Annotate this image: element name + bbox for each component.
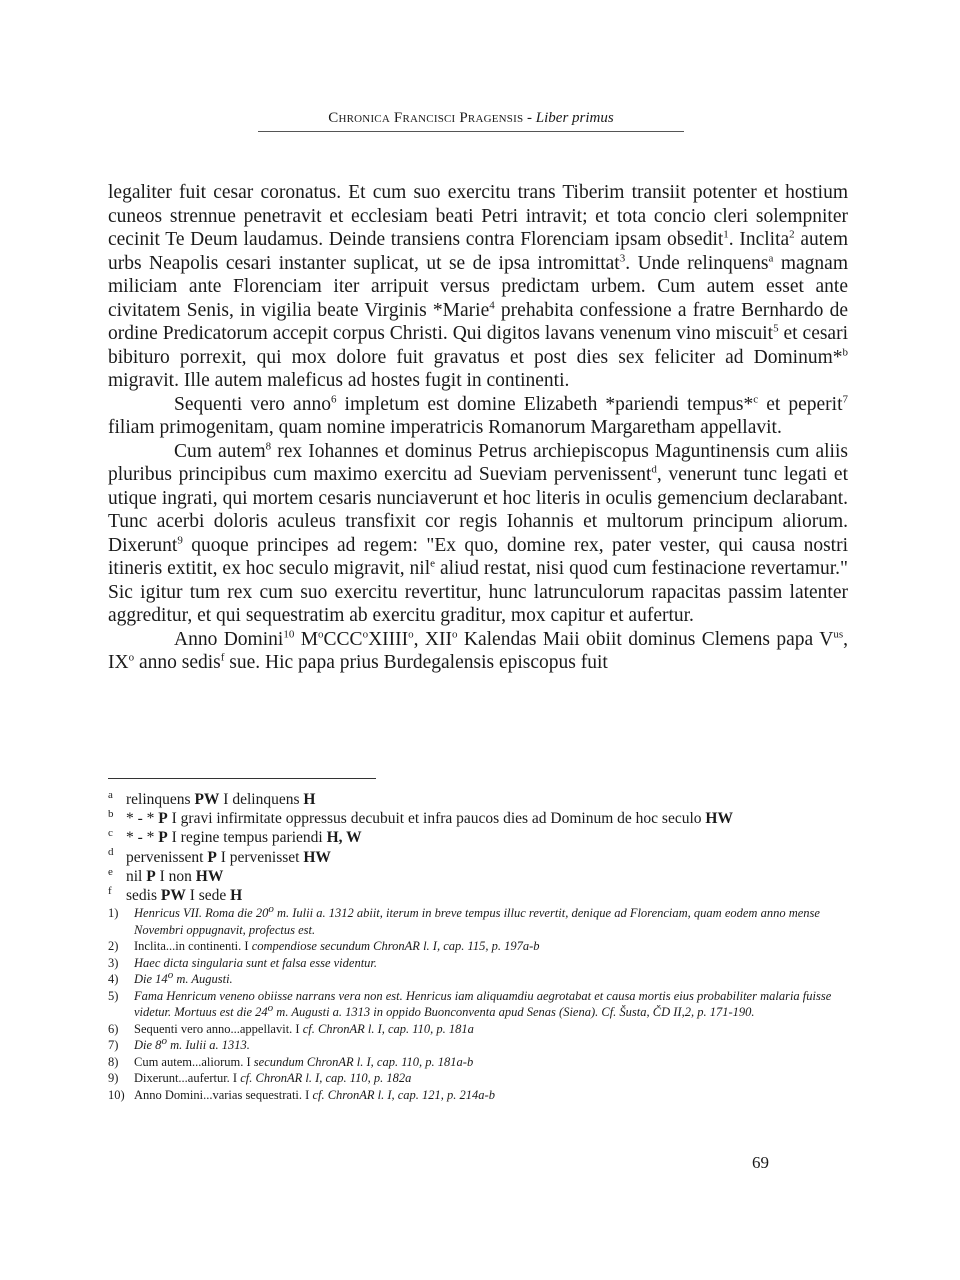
apparatus-note: f sedis PW I sede H [108,884,243,905]
footnote-text [134,938,848,955]
apparatus-text: sedis [126,887,161,905]
note-marker: 2 [789,228,795,241]
apparatus-note: e nil P I non HW [108,865,224,885]
apparatus-note: d pervenissent P I pervenisset HW [108,846,331,866]
manuscript-siglum: H, W [326,829,362,847]
footnote-superscript: o [268,902,274,915]
text-segment: et peperit [758,393,843,415]
footnote-text [134,988,848,1021]
footnote-italic: Haec dicta singularia sunt et falsa esse videntur. [134,955,378,970]
footnote [108,902,848,938]
critical-apparatus [108,790,848,905]
footnote-italic: m. Iulii a. 1312 abiit, iterum in breve tempus illuc revertit, denique ad Florenciam, quam eodem anno mense Novembri oppugnavit, profectus est. [134,906,820,937]
note-marker: 7 [842,393,848,405]
text-segment: . Unde relinquens [625,252,769,274]
footnote-text [134,1021,848,1038]
paragraph [108,440,848,628]
note-marker: o [362,628,369,640]
apparatus-text: pervenissent [126,848,208,866]
footnote-text [134,1054,848,1071]
footnote-superscript: o [167,968,174,981]
footnote-segment: Inclita...in continenti. I [134,939,252,953]
manuscript-siglum: P [207,848,217,866]
manuscript-siglum: PW [194,791,220,808]
footnote-text [134,1070,848,1087]
apparatus-text: I delinquens [219,791,304,808]
note-marker: b [842,346,848,358]
text-segment: , IX [108,628,848,673]
footnote-text [134,955,848,972]
footnote-segment: Cum autem...aliorum. I [134,1054,254,1069]
text-segment: , XII [413,628,452,650]
apparatus-text: * - * [126,829,159,847]
text-segment: impletum est domine Elizabeth *pariendi tempus* [336,393,754,415]
text-segment: aliud restat, nisi quod cum festinacione revertamur." Sic igitur tum rex cum suo exercitu revertitur, hunc latrunculorum rapacitas passim latenter aggreditur, et qui sequestratim ab exercitu graditur, mox capitur et aufertur. [108,558,848,626]
historical-footnotes [108,902,848,1103]
note-marker: o [128,651,135,664]
footnote-segment: Sequenti vero anno...appellavit. I [134,1021,303,1036]
paragraph [108,393,848,440]
apparatus-note: a relinquens PW I delinquens H [108,788,316,808]
apparatus-note: b * - * P I gravi infirmitate oppressus decubuit et infra paucos dies ad Dominum de hoc seculo HW [108,808,733,828]
text-segment: quoque principes ad regem: "Ex quo, domine rex, pater vester, qui causa nostri itineris extitit, ex hoc seculo migravit, nil [108,534,848,579]
manuscript-siglum: P [158,829,168,847]
footnote-italic: m. Iulii a. 1313. [166,1038,250,1052]
footnote [108,955,848,972]
text-segment: sue. Hic papa prius Burdegalensis episcopus fuit [224,652,608,673]
note-marker: 5 [773,322,779,335]
footnote [108,988,848,1021]
footnote-italic: Die 8 [134,1038,162,1052]
page-number: 69 [752,1153,769,1172]
footnote-italic: Henricus VII. Roma die 20 [134,906,269,920]
note-marker: c [753,393,759,405]
footnote [108,1054,848,1071]
footnote-italic: m. Augusti. [173,972,233,986]
footnote-segment: Anno Domini...varias sequestrati. I [134,1087,313,1102]
apparatus-text: I sede [185,887,231,905]
note-marker: f [220,651,225,664]
note-marker: 8 [265,440,272,452]
note-marker: 3 [619,252,626,264]
apparatus-text: I regine tempus pariendi [167,829,327,847]
text-segment: Kalendas Maii obiit dominus Clemens papa V [457,628,834,650]
running-header [258,110,684,132]
text-segment: , venerunt tunc legati et utique ingrati, qui mortem cesaris nunciaverunt et hoc literis in oculis gemencium declarabant. Tunc acerbi doloris aculeus transfixit cor regis Iohannis et multorum principum aliorum. Dixerunt [108,464,848,556]
footnote [108,1087,848,1104]
footnote-number: 2) [108,939,119,953]
header-separator: - [523,110,536,126]
footnote-number: 5) [108,988,119,1003]
paragraph [108,628,848,675]
footnote-number: 7) [108,1038,119,1052]
manuscript-siglum: HW [705,810,733,828]
text-segment: magnam miliciam ante Florenciam iter arripuit versus predictam urbem. Cum autem esset ante civitatem Senis, in vigilia beate Virginis *Marie [108,252,848,321]
main-text [108,181,848,675]
footnote-number: 4) [108,972,119,986]
manuscript-siglum: P [158,810,168,828]
manuscript-siglum: H [230,887,243,905]
manuscript-siglum: H [303,791,316,808]
paragraph [108,181,848,393]
note-marker: a [768,252,774,264]
footnote [108,1021,848,1038]
manuscript-siglum: P [146,867,156,885]
note-marker: us [833,628,844,640]
footnote-italic: Die 14 [134,972,168,986]
text-segment: CCC [323,628,363,650]
header-chronicle-title: Chronica Francisci Pragensis [328,110,524,126]
text-segment: legaliter fuit cesar coronatus. Et cum suo exercitu trans Tiberim transiit potenter et hostium cuneos strennue penetravit et ecclesiam beati Petri intravit; et tota concio cleri solempniter cecinit Te Deum laudamus. Deinde transiens contra Florenciam ipsam obsedit [108,182,848,250]
apparatus-text: nil [126,867,147,885]
note-marker: 10 [283,628,295,640]
footnote-italic: secundum ChronAR l. I, cap. 110, p. 181a-b [253,1054,474,1069]
footnote-text [134,1087,848,1104]
footnote-italic: Fama Henricum veneno obiisse narrans vera non est. Henricus iam aliquamdiu aegrotabat et causa mortis eius probabiliter malaria fuisse videtur. Mortuus est die 24 [134,988,832,1019]
footnote-italic: cf. ChronAR l. I, cap. 110, p. 182a [240,1071,412,1085]
footnote [108,1070,848,1087]
text-segment: filiam primogenitam, quam nomine imperatricis Romanorum Margaretham appellavit. [108,417,782,438]
note-marker: o [451,628,458,640]
apparatus-text: I pervenisset [216,848,304,866]
footnote-text [134,902,848,938]
footnote-superscript: o [161,1034,167,1047]
footnote-italic: cf. ChronAR l. I, cap. 121, p. 214a-b [312,1087,495,1102]
apparatus-text: relinquens [126,791,195,808]
text-segment: Cum autem [174,440,266,462]
footnote [108,1034,848,1054]
footnote-segment: Dixerunt...aufertur. I [134,1071,241,1085]
note-marker: 4 [489,299,495,311]
footnote-number: 1) [108,906,119,920]
note-marker: o [408,628,414,640]
footnote-italic: compendiose secundum ChronAR l. I, cap. 115, p. 197a-b [251,939,540,953]
text-segment: M [294,628,319,650]
note-marker: e [430,557,436,570]
apparatus-text: * - * [126,810,159,828]
apparatus-note: c * - * P I regine tempus pariendi H, W [108,827,362,847]
manuscript-siglum: HW [303,848,331,866]
note-marker: 6 [330,393,337,405]
footnote-divider [108,778,376,779]
text-segment: Anno Domini [174,628,284,650]
footnote-number: 10) [108,1087,125,1102]
text-segment: et cesari bibituro porrexit, qui mox dolore fuit gravatus et post dies sex feliciter ad Dominum* [108,323,848,368]
footnote [108,968,848,988]
footnote-number: 3) [108,955,119,970]
apparatus-text: I gravi infirmitate oppressus decubuit et infra paucos dies ad Dominum de hoc seculo [167,810,706,828]
text-segment: rex Iohannes et dominus Petrus archiepiscopus Maguntinensis cum aliis pluribus principibus cum maximo exercitu ad Sueviam pervenissent [108,440,848,485]
note-marker: o [318,628,324,640]
text-segment: XIIII [368,628,409,650]
footnote-number: 9) [108,1071,119,1085]
text-segment: Sequenti vero anno [174,393,331,415]
footnote-italic: m. Augusti a. 1313 in oppido Buonconventa apud Senas (Siena). Cf. Šusta, ČD II,2, p. 171-190. [273,1005,755,1019]
text-segment: autem urbs Neapolis cesari instanter suplicat, ut se de ipsa intromittat [108,229,848,274]
apparatus-text: I non [155,867,196,885]
footnote-text [134,1034,848,1054]
text-segment: . Inclita [728,229,790,250]
manuscript-siglum: HW [195,867,224,885]
footnote-number: 8) [108,1054,119,1069]
text-segment: migravit. Ille autem maleficus ad hostes fugit in continenti. [108,370,570,391]
note-marker: 9 [177,534,183,546]
footnote [108,938,848,955]
text-segment: anno sedis [134,652,221,673]
manuscript-siglum: PW [160,887,186,905]
note-marker: 1 [723,228,729,241]
footnote-number: 6) [108,1021,119,1036]
header-book-title: Liber primus [535,110,614,126]
note-marker: d [651,463,657,476]
footnote-text [134,968,848,988]
text-segment: prehabita confessione a fratre Bernhardo de ordine Predicatorum accepit corpus Christi. Qui digitos lavans venenum vino miscuit [108,299,848,344]
footnote-italic: cf. ChronAR l. I, cap. 110, p. 181a [302,1021,474,1036]
footnote-superscript: o [267,1001,274,1014]
